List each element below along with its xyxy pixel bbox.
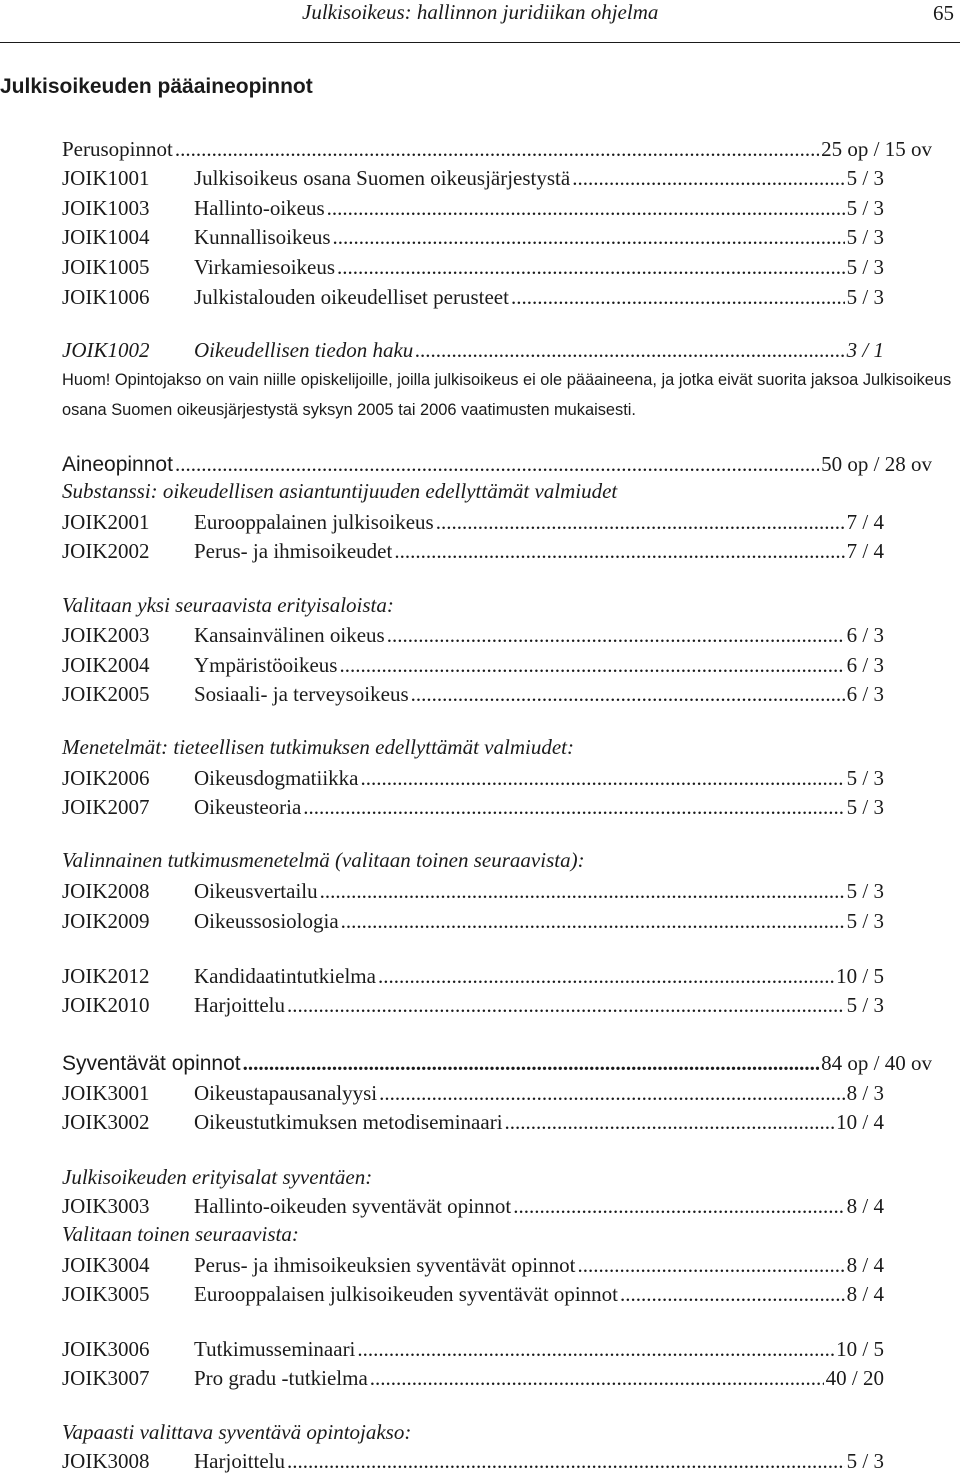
course-credits: 10 / 4 bbox=[836, 1110, 884, 1134]
course-row bbox=[62, 763, 884, 793]
course-row bbox=[62, 650, 884, 680]
section-credits: 84 op / 40 ov bbox=[821, 1051, 932, 1075]
course-credits: 10 / 5 bbox=[836, 964, 884, 988]
course-code: JOIK3001 bbox=[62, 1081, 150, 1105]
leader-dots bbox=[337, 252, 845, 282]
course-name: Oikeussosiologia bbox=[194, 909, 339, 933]
course-row-optional bbox=[62, 335, 884, 365]
header-rule bbox=[0, 42, 960, 43]
subheading-substance: Substanssi: oikeudellisen asiantuntijuuden edellyttämät valmiudet bbox=[62, 479, 618, 503]
course-credits: 6 / 3 bbox=[846, 653, 884, 677]
course-row bbox=[62, 1078, 884, 1108]
course-code: JOIK3004 bbox=[62, 1253, 150, 1277]
course-row bbox=[62, 679, 884, 709]
course-row bbox=[62, 1107, 884, 1137]
subheading-special-areas: Julkisoikeuden erityisalat syventäen: bbox=[62, 1165, 373, 1189]
course-credits: 5 / 3 bbox=[846, 993, 884, 1017]
leader-dots bbox=[341, 906, 845, 936]
course-name: Eurooppalaisen julkisoikeuden syventävät opinnot bbox=[194, 1282, 618, 1306]
section-label: Perusopinnot bbox=[62, 137, 173, 161]
course-code: JOIK1003 bbox=[62, 196, 150, 220]
course-code: JOIK2007 bbox=[62, 795, 150, 819]
course-name: Hallinto-oikeus bbox=[194, 196, 325, 220]
course-credits: 5 / 3 bbox=[846, 166, 884, 190]
main-heading: Julkisoikeuden pääaineopinnot bbox=[0, 75, 313, 98]
leader-dots bbox=[327, 193, 845, 223]
subheading-free-choice: Vapaasti valittava syventävä opintojakso: bbox=[62, 1420, 412, 1444]
note-paragraph: Huom! Opintojakso on vain niille opiskelijoille, joilla julkisoikeus ei ole pääaineena, ja jotka eivät suorita jaksoa Julkisoikeus osana Suomen oikeusjärjestystä syksyn 2005 tai 2006 vaatimusten mukaisesti. bbox=[62, 371, 952, 419]
course-row bbox=[62, 1363, 884, 1393]
course-code: JOIK3007 bbox=[62, 1366, 150, 1390]
course-code: JOIK2002 bbox=[62, 539, 150, 563]
subheading-choose-one: Valitaan toinen seuraavista: bbox=[62, 1222, 299, 1246]
leader-dots bbox=[175, 449, 819, 479]
course-name: Hallinto-oikeuden syventävät opinnot bbox=[194, 1194, 512, 1218]
course-name: Oikeusteoria bbox=[194, 795, 302, 819]
leader-dots bbox=[357, 1334, 834, 1364]
leader-dots bbox=[175, 134, 819, 164]
course-name: Perus- ja ihmisoikeuksien syventävät opinnot bbox=[194, 1253, 576, 1277]
leader-dots bbox=[572, 163, 844, 193]
course-code: JOIK2001 bbox=[62, 510, 150, 534]
course-credits: 6 / 3 bbox=[846, 682, 884, 706]
course-name: Ympäristöoikeus bbox=[194, 653, 338, 677]
course-name: Oikeusvertailu bbox=[194, 879, 318, 903]
course-code: JOIK2004 bbox=[62, 653, 150, 677]
leader-dots bbox=[577, 1250, 844, 1280]
course-credits: 5 / 3 bbox=[846, 879, 884, 903]
leader-dots bbox=[378, 961, 834, 991]
course-code: JOIK2010 bbox=[62, 993, 150, 1017]
section-row-aineopinnot bbox=[62, 449, 932, 479]
course-row bbox=[62, 906, 884, 936]
course-code: JOIK2003 bbox=[62, 623, 150, 647]
course-row bbox=[62, 1191, 884, 1221]
leader-dots bbox=[505, 1107, 835, 1137]
section-label: Aineopinnot bbox=[62, 453, 173, 476]
page-number: 65 bbox=[933, 1, 954, 25]
course-code: JOIK3006 bbox=[62, 1337, 150, 1361]
course-code: JOIK2012 bbox=[62, 964, 150, 988]
course-row bbox=[62, 507, 884, 537]
course-credits: 5 / 3 bbox=[846, 1449, 884, 1473]
course-credits: 5 / 3 bbox=[846, 766, 884, 790]
course-name: Tutkimusseminaari bbox=[194, 1337, 356, 1361]
leader-dots bbox=[370, 1363, 824, 1393]
leader-dots bbox=[320, 876, 845, 906]
leader-dots bbox=[243, 1048, 820, 1078]
course-row bbox=[62, 252, 884, 282]
course-credits: 5 / 3 bbox=[846, 909, 884, 933]
course-code: JOIK3008 bbox=[62, 1449, 150, 1473]
course-name: Oikeusdogmatiikka bbox=[194, 766, 359, 790]
leader-dots bbox=[360, 763, 844, 793]
leader-dots bbox=[287, 990, 845, 1020]
course-row bbox=[62, 1250, 884, 1280]
course-code: JOIK3005 bbox=[62, 1282, 150, 1306]
course-code: JOIK1006 bbox=[62, 285, 150, 309]
leader-dots bbox=[411, 679, 845, 709]
course-name: Sosiaali- ja terveysoikeus bbox=[194, 682, 409, 706]
course-row bbox=[62, 961, 884, 991]
course-name: Virkamiesoikeus bbox=[194, 255, 336, 279]
course-name: Kunnallisoikeus bbox=[194, 225, 331, 249]
course-code: JOIK1002 bbox=[62, 338, 150, 362]
leader-dots bbox=[511, 282, 845, 312]
section-credits: 50 op / 28 ov bbox=[821, 452, 932, 476]
course-code: JOIK2005 bbox=[62, 682, 150, 706]
subheading-methods: Menetelmät: tieteellisen tutkimuksen edellyttämät valmiudet: bbox=[62, 735, 574, 759]
subheading-optional-method: Valinnainen tutkimusmenetelmä (valitaan toinen seuraavista): bbox=[62, 848, 585, 872]
course-name: Oikeustutkimuksen metodiseminaari bbox=[194, 1110, 503, 1134]
course-name: Harjoittelu bbox=[194, 1449, 285, 1473]
course-credits: 5 / 3 bbox=[846, 196, 884, 220]
course-credits: 5 / 3 bbox=[846, 795, 884, 819]
course-credits: 8 / 4 bbox=[846, 1253, 884, 1277]
section-row-perusopinnot bbox=[62, 134, 932, 164]
leader-dots bbox=[436, 507, 845, 537]
course-credits: 6 / 3 bbox=[846, 623, 884, 647]
course-row bbox=[62, 282, 884, 312]
course-credits: 8 / 3 bbox=[846, 1081, 884, 1105]
leader-dots bbox=[339, 650, 844, 680]
course-code: JOIK1005 bbox=[62, 255, 150, 279]
section-credits: 25 op / 15 ov bbox=[821, 137, 932, 161]
course-row bbox=[62, 222, 884, 252]
course-name: Julkistalouden oikeudelliset perusteet bbox=[194, 285, 509, 309]
course-name: Julkisoikeus osana Suomen oikeusjärjestystä bbox=[194, 166, 571, 190]
course-name: Oikeustapausanalyysi bbox=[194, 1081, 378, 1105]
section-label: Syventävät opinnot bbox=[62, 1052, 241, 1075]
course-row bbox=[62, 536, 884, 566]
running-header-title: Julkisoikeus: hallinnon juridiikan ohjelma bbox=[302, 0, 659, 24]
leader-dots bbox=[415, 335, 844, 365]
course-name: Kansainvälinen oikeus bbox=[194, 623, 385, 647]
course-code: JOIK1001 bbox=[62, 166, 150, 190]
course-code: JOIK3003 bbox=[62, 1194, 150, 1218]
leader-dots bbox=[287, 1446, 845, 1476]
course-row bbox=[62, 1334, 884, 1364]
course-credits: 8 / 4 bbox=[846, 1282, 884, 1306]
leader-dots bbox=[379, 1078, 845, 1108]
course-row bbox=[62, 620, 884, 650]
course-name: Kandidaatintutkielma bbox=[194, 964, 376, 988]
leader-dots bbox=[387, 620, 845, 650]
course-code: JOIK2006 bbox=[62, 766, 150, 790]
course-name: Oikeudellisen tiedon haku bbox=[194, 338, 414, 362]
leader-dots bbox=[333, 222, 845, 252]
course-row bbox=[62, 193, 884, 223]
course-row bbox=[62, 990, 884, 1020]
course-row bbox=[62, 1279, 884, 1309]
course-code: JOIK2008 bbox=[62, 879, 150, 903]
course-code: JOIK1004 bbox=[62, 225, 150, 249]
course-credits: 40 / 20 bbox=[825, 1366, 884, 1390]
course-name: Eurooppalainen julkisoikeus bbox=[194, 510, 434, 534]
course-credits: 5 / 3 bbox=[846, 285, 884, 309]
leader-dots bbox=[394, 536, 844, 566]
subheading-specialty: Valitaan yksi seuraavista erityisaloista: bbox=[62, 593, 394, 617]
course-credits: 5 / 3 bbox=[846, 255, 884, 279]
course-row bbox=[62, 876, 884, 906]
course-name: Harjoittelu bbox=[194, 993, 285, 1017]
course-name: Perus- ja ihmisoikeudet bbox=[194, 539, 393, 563]
course-credits: 8 / 4 bbox=[846, 1194, 884, 1218]
course-credits: 10 / 5 bbox=[836, 1337, 884, 1361]
course-row bbox=[62, 163, 884, 193]
course-code: JOIK2009 bbox=[62, 909, 150, 933]
leader-dots bbox=[513, 1191, 844, 1221]
course-row bbox=[62, 1446, 884, 1476]
course-row bbox=[62, 792, 884, 822]
course-credits: 7 / 4 bbox=[846, 510, 884, 534]
course-credits: 7 / 4 bbox=[846, 539, 884, 563]
course-name: Pro gradu -tutkielma bbox=[194, 1366, 368, 1390]
course-code: JOIK3002 bbox=[62, 1110, 150, 1134]
course-credits: 5 / 3 bbox=[846, 225, 884, 249]
leader-dots bbox=[303, 792, 844, 822]
course-credits: 3 / 1 bbox=[846, 338, 884, 362]
leader-dots bbox=[620, 1279, 845, 1309]
section-row-syventavat bbox=[62, 1048, 932, 1078]
